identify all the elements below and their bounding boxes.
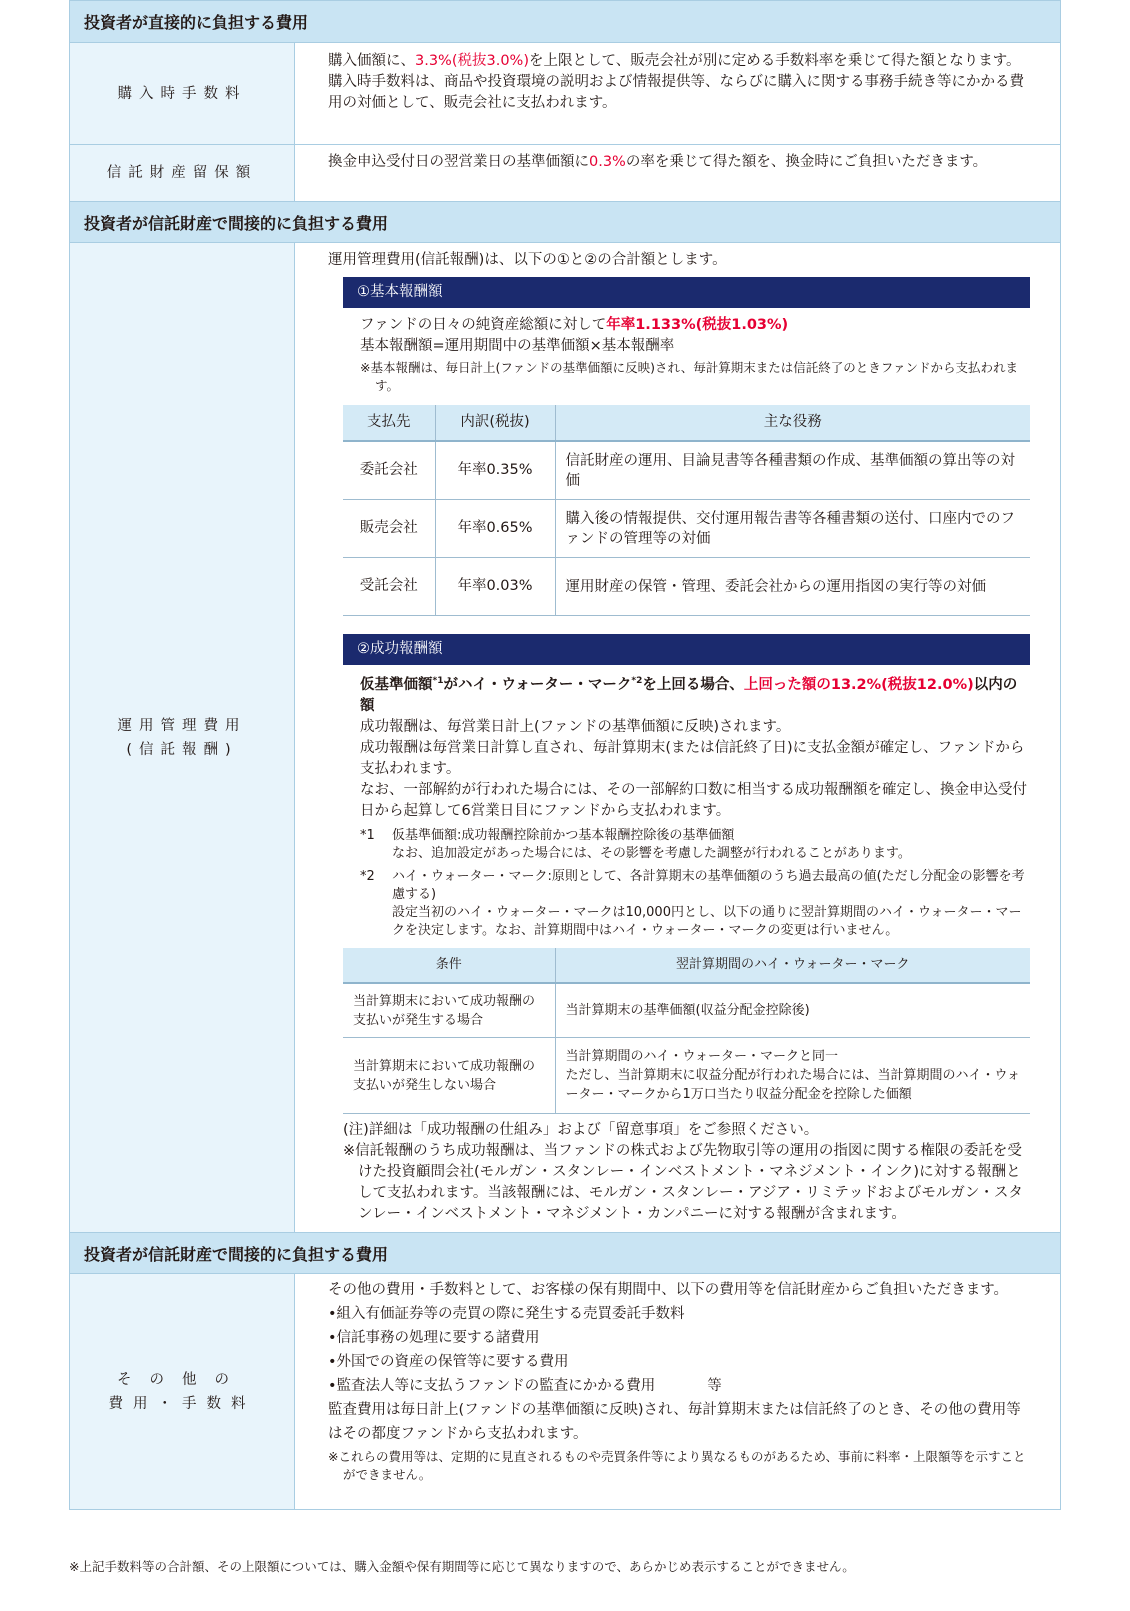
table-cell: 当計算期末において成功報酬の支払いが発生しない場合 — [343, 1038, 555, 1114]
performance-fee-heading: ②成功報酬額 — [343, 634, 1030, 665]
footnote-mark: *1 — [360, 827, 375, 843]
text: がハイ・ウォーター・マーク — [443, 676, 632, 693]
table-header-row — [343, 948, 1030, 983]
purchase-fee-p1 — [328, 51, 1032, 72]
table-header: 条件 — [343, 948, 555, 983]
table-cell: 受託会社 — [343, 558, 435, 616]
basic-fee-block — [343, 308, 1030, 395]
performance-fee-p2: 成功報酬は毎営業日計算し直され、毎計算期末(または信託終了日)に支払金額が確定し、ファンドから支払われます。 — [360, 739, 1025, 777]
text: ファンドの日々の純資産総額に対して — [360, 317, 607, 333]
label-line: (信託報酬) — [126, 741, 238, 758]
text: 仮基準価額 — [360, 676, 433, 693]
footnote-ref: *2 — [631, 676, 643, 686]
performance-fee-adviser-note: ※信託報酬のうち成功報酬は、当ファンドの株式および先物取引等の運用の指図に関する権限の委託を受けた投資顧問会社(モルガン・スタンレー・インベストメント・マネジメント・インク)に対する報酬として支払われます。当該報酬には、モルガン・スタンレー・アジア・リミテッドおよびモルガン・スタンレー・インベストメント・マネジメント・カンパニーに対する報酬が含まれます。 — [343, 1143, 1023, 1223]
list-item: •信託事務の処理に要する諸費用 — [328, 1330, 540, 1346]
section-title: 投資者が信託財産で間接的に負担する費用 — [84, 1244, 389, 1264]
performance-fee-rate: 上回った額の13.2%(税抜12.0%) — [743, 676, 974, 693]
table-header: 翌計算期間のハイ・ウォーター・マーク — [555, 948, 1030, 983]
basic-fee-table-wrap — [343, 405, 1030, 616]
text: 以内の額 — [360, 676, 1018, 714]
content-other-fees — [295, 1274, 1060, 1509]
section-header-direct — [69, 0, 1061, 43]
hwm-table-wrap — [343, 948, 1030, 1115]
hwm-table — [343, 948, 1030, 1115]
text: 当計算期間のハイ・ウォーター・マークと同一 — [565, 1049, 838, 1065]
other-fees-p: 監査費用は毎日計上(ファンドの基準価額に反映)され、毎計算期末または信託終了のとき、その他の費用等はその都度ファンドから支払われます。 — [328, 1402, 1021, 1442]
table-header: 内訳(税抜) — [435, 405, 555, 441]
text: ただし、当計算期末に収益分配が行われた場合には、当計算期間のハイ・ウォーター・マークから1万口当たり収益分配金を控除した価額 — [565, 1068, 1020, 1103]
content-management-fee — [295, 243, 1060, 1232]
basic-fee-heading: ①基本報酬額 — [343, 277, 1030, 308]
footnote-1 — [360, 827, 1030, 863]
purchase-fee-rate: 3.3%(税抜3.0%) — [415, 53, 529, 69]
table-row — [343, 1038, 1030, 1114]
text: の率を乗じて得た額を、換金時にご負担いただきます。 — [625, 154, 988, 170]
purchase-fee-p2: 購入時手数料は、商品や投資環境の説明および情報提供等、ならびに購入に関する事務手続き等にかかる費用の対価として、販売会社に支払われます。 — [328, 74, 1024, 111]
text: なお、追加設定があった場合には、その影響を考慮した調整が行われることがあります。 — [392, 845, 911, 861]
table-cell: 販売会社 — [343, 500, 435, 558]
performance-fee-p1: 成功報酬は、毎営業日計上(ファンドの基準価額に反映)されます。 — [360, 718, 791, 735]
basic-fee-line1 — [360, 315, 1030, 336]
text: 仮基準価額:成功報酬控除前かつ基本報酬控除後の基準価額 — [392, 827, 735, 843]
performance-fee-lead — [360, 671, 1030, 717]
content-purchase-fee — [295, 43, 1060, 144]
basic-fee-rate: 年率1.133%(税抜1.03%) — [606, 317, 789, 333]
list-item: •外国での資産の保管等に要する費用 — [328, 1354, 569, 1370]
text: を上限として、販売会社が別に定める手数料率を乗じて得た額となります。 — [529, 53, 1021, 69]
section-header-other — [69, 1233, 1061, 1274]
basic-fee-table — [343, 405, 1030, 616]
text: ハイ・ウォーター・マーク:原則として、各計算期末の基準価額のうち過去最高の値(ただし分配金の影響を考慮する) — [392, 868, 1025, 902]
text: を上回る場合、 — [642, 676, 744, 693]
table-row — [343, 558, 1030, 616]
table-cell: 年率0.35% — [435, 441, 555, 500]
label-line: その他の — [117, 1371, 247, 1388]
table-cell: 信託財産の運用、目論見書等各種書類の作成、基準価額の算出等の対価 — [555, 441, 1030, 500]
label-line: 費用・手数料 — [108, 1395, 256, 1412]
text: 等 — [707, 1378, 722, 1394]
table-header-row — [343, 405, 1030, 441]
section-title: 投資者が直接的に負担する費用 — [84, 13, 309, 32]
footnote-mark: *2 — [360, 868, 375, 884]
label-reserve: 信託財産留保額 — [70, 145, 295, 201]
row-reserve — [69, 145, 1061, 202]
other-fees-intro: その他の費用・手数料として、お客様の保有期間中、以下の費用等を信託財産からご負担いただきます。 — [328, 1282, 1009, 1298]
performance-fee-after — [343, 1114, 1030, 1225]
table-cell: 委託会社 — [343, 441, 435, 500]
management-fee-intro: 運用管理費用(信託報酬)は、以下の①と②の合計額とします。 — [328, 252, 727, 268]
performance-fee-note: (注)詳細は「成功報酬の仕組み」および「留意事項」をご参照ください。 — [343, 1122, 819, 1139]
reserve-rate: 0.3% — [589, 154, 626, 170]
table-cell: 当計算期末の基準価額(収益分配金控除後) — [555, 983, 1030, 1038]
label-other-fees — [70, 1274, 295, 1509]
performance-fee-block — [343, 665, 1030, 940]
section-title: 投資者が信託財産で間接的に負担する費用 — [84, 213, 389, 233]
label-management-fee — [70, 243, 295, 1232]
text: •監査法人等に支払うファンドの監査にかかる費用 — [328, 1378, 656, 1394]
text: 購入価額に、 — [328, 53, 415, 69]
table-row — [343, 500, 1030, 558]
basic-fee-note: ※基本報酬は、毎日計上(ファンドの基準価額に反映)され、毎計算期末または信託終了のときファンドから支払われます。 — [360, 360, 1018, 393]
text: 換金申込受付日の翌営業日の基準価額に — [328, 154, 589, 170]
list-item: •組入有価証券等の売買の際に発生する売買委託手数料 — [328, 1306, 685, 1322]
text: 設定当初のハイ・ウォーター・マークは10,000円とし、以下の通りに翌計算期間のハイ・ウォーター・マークを決定します。なお、計算期間中はハイ・ウォーター・マークの変更は行いません。 — [392, 904, 1022, 938]
table-cell: 運用財産の保管・管理、委託会社からの運用指図の実行等の対価 — [555, 558, 1030, 616]
row-other-fees — [69, 1274, 1061, 1510]
table-cell: 年率0.03% — [435, 558, 555, 616]
table-row — [343, 983, 1030, 1038]
table-row — [343, 441, 1030, 500]
label-purchase-fee: 購入時手数料 — [70, 43, 295, 144]
footnote-ref: *1 — [432, 676, 444, 686]
table-cell — [555, 1038, 1030, 1114]
table-cell: 購入後の情報提供、交付運用報告書等各種書類の送付、口座内でのファンドの管理等の対価 — [555, 500, 1030, 558]
basic-fee-line2: 基本報酬額=運用期間中の基準価額×基本報酬率 — [360, 338, 675, 354]
table-cell: 当計算期末において成功報酬の支払いが発生する場合 — [343, 983, 555, 1038]
list-item — [328, 1374, 1032, 1398]
content-reserve — [295, 145, 1060, 201]
fee-document — [69, 0, 1061, 1510]
table-header: 主な役務 — [555, 405, 1030, 441]
section-header-indirect — [69, 202, 1061, 243]
table-header: 支払先 — [343, 405, 435, 441]
other-fees-note: ※これらの費用等は、定期的に見直されるものや売買条件等により異なるものがあるため、事前に料率・上限額等を示すことができません。 — [328, 1449, 1026, 1482]
page-footnote: ※上記手数料等の合計額、その上限額については、購入金額や保有期間等に応じて異なりますので、あらかじめ表示することができません。 — [69, 1559, 855, 1574]
performance-fee-p3: なお、一部解約が行われた場合には、その一部解約口数に相当する成功報酬額を確定し、換金申込受付日から起算して6営業日目にファンドから支払われます。 — [360, 781, 1027, 819]
row-purchase-fee — [69, 43, 1061, 145]
row-management-fee — [69, 243, 1061, 1233]
label-line: 運用管理費用 — [117, 717, 247, 734]
table-cell: 年率0.65% — [435, 500, 555, 558]
footnote-2 — [360, 868, 1030, 940]
